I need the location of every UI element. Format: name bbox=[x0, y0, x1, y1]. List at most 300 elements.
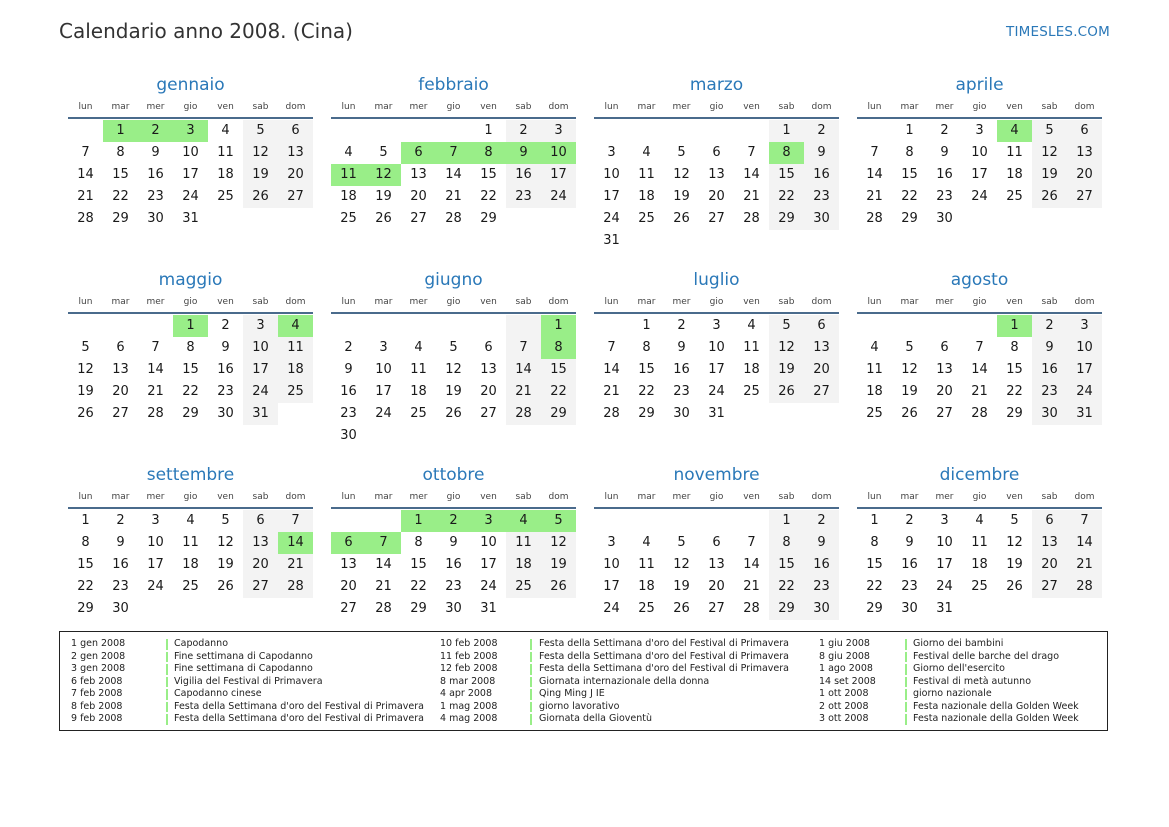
weekday-header bbox=[857, 100, 1102, 119]
day-cell: 31 bbox=[1067, 403, 1102, 425]
day-cell: 3 bbox=[607, 145, 616, 160]
day-grid bbox=[68, 510, 313, 620]
day-cell: 4 bbox=[747, 318, 756, 333]
day-cell: 22 bbox=[866, 579, 883, 594]
day-cell: 18 bbox=[866, 384, 883, 399]
day-cell: 18 bbox=[1006, 167, 1023, 182]
day-cell: 19 bbox=[375, 189, 392, 204]
holiday-day-cell: 14 bbox=[278, 532, 313, 554]
day-cell: 31 bbox=[480, 601, 497, 616]
day-cell: 29 bbox=[410, 601, 427, 616]
holiday-name: Capodanno bbox=[174, 638, 229, 649]
day-cell: 30 bbox=[217, 406, 234, 421]
day-cell: 21 bbox=[866, 189, 883, 204]
weekday-label: gio bbox=[446, 102, 461, 112]
weekday-label: gio bbox=[972, 102, 987, 112]
day-cell: 15 bbox=[112, 167, 129, 182]
day-cell: 1 bbox=[905, 123, 914, 138]
month-title: gennaio bbox=[156, 75, 225, 95]
day-cell: 23 bbox=[673, 384, 690, 399]
holiday-color-marker bbox=[530, 689, 532, 700]
day-cell: 28 bbox=[743, 601, 760, 616]
holiday-date: 10 feb 2008 bbox=[440, 638, 498, 649]
day-cell: 20 bbox=[480, 384, 497, 399]
empty-cell bbox=[366, 315, 401, 337]
day-cell: 21 bbox=[147, 384, 164, 399]
day-cell: 19 bbox=[77, 384, 94, 399]
weekday-header bbox=[68, 100, 313, 119]
month-title: febbraio bbox=[418, 75, 489, 95]
day-cell: 16 bbox=[936, 167, 953, 182]
day-cell: 21 bbox=[77, 189, 94, 204]
day-cell: 7 bbox=[1067, 510, 1102, 532]
day-grid bbox=[331, 315, 576, 447]
holiday-color-marker bbox=[166, 652, 168, 663]
empty-cell bbox=[436, 315, 471, 337]
day-cell: 21 bbox=[743, 189, 760, 204]
day-cell: 9 bbox=[449, 535, 458, 550]
holiday-color-marker bbox=[905, 639, 907, 650]
weekday-label: lun bbox=[78, 297, 93, 307]
day-cell: 1 bbox=[870, 513, 879, 528]
day-cell: 8 bbox=[870, 535, 879, 550]
weekday-label: sab bbox=[778, 297, 795, 307]
day-cell: 6 bbox=[1032, 510, 1067, 532]
day-cell: 13 bbox=[112, 362, 129, 377]
day-cell: 9 bbox=[677, 340, 686, 355]
day-cell: 10 bbox=[603, 557, 620, 572]
site-link[interactable]: TIMESLES.COM bbox=[1006, 24, 1110, 40]
holiday-date: 11 feb 2008 bbox=[440, 650, 498, 662]
day-cell: 20 bbox=[1032, 554, 1067, 576]
holiday-day-cell: 4 bbox=[506, 510, 541, 532]
day-cell: 11 bbox=[217, 145, 234, 160]
weekday-header bbox=[857, 490, 1102, 509]
day-cell: 22 bbox=[638, 384, 655, 399]
day-cell: 28 bbox=[971, 406, 988, 421]
weekday-label: mer bbox=[672, 102, 691, 112]
weekday-label: lun bbox=[78, 492, 93, 502]
weekday-label: mer bbox=[935, 492, 954, 502]
day-cell: 15 bbox=[77, 557, 94, 572]
day-cell: 25 bbox=[410, 406, 427, 421]
holiday-name: Capodanno cinese bbox=[174, 688, 262, 699]
day-cell: 9 bbox=[151, 145, 160, 160]
weekday-label: mar bbox=[374, 492, 393, 502]
day-cell: 29 bbox=[541, 403, 576, 425]
month-maggio bbox=[68, 265, 313, 443]
weekday-label: lun bbox=[604, 102, 619, 112]
day-cell: 9 bbox=[804, 532, 839, 554]
weekday-label: mar bbox=[900, 102, 919, 112]
day-cell: 9 bbox=[804, 142, 839, 164]
day-cell: 18 bbox=[638, 579, 655, 594]
weekday-label: sab bbox=[778, 102, 795, 112]
holiday-day-cell: 10 bbox=[541, 142, 576, 164]
day-cell: 31 bbox=[603, 233, 620, 248]
day-cell: 19 bbox=[673, 579, 690, 594]
day-cell: 2 bbox=[804, 510, 839, 532]
empty-cell bbox=[892, 315, 927, 337]
day-cell: 6 bbox=[116, 340, 125, 355]
holiday-date: 2 ott 2008 bbox=[819, 700, 869, 712]
day-cell: 22 bbox=[769, 576, 804, 598]
weekday-label: mer bbox=[935, 297, 954, 307]
day-cell: 18 bbox=[971, 557, 988, 572]
day-cell: 15 bbox=[182, 362, 199, 377]
day-cell: 30 bbox=[445, 601, 462, 616]
day-cell: 20 bbox=[708, 189, 725, 204]
empty-cell bbox=[366, 510, 401, 532]
weekday-label: ven bbox=[1006, 297, 1023, 307]
holiday-date: 3 ott 2008 bbox=[819, 713, 869, 724]
holiday-day-cell: 9 bbox=[506, 142, 541, 164]
day-cell: 21 bbox=[445, 189, 462, 204]
day-cell: 21 bbox=[278, 554, 313, 576]
day-cell: 14 bbox=[77, 167, 94, 182]
day-cell: 5 bbox=[1032, 120, 1067, 142]
day-cell: 16 bbox=[804, 554, 839, 576]
day-cell: 25 bbox=[340, 211, 357, 226]
day-cell: 19 bbox=[243, 164, 278, 186]
day-cell: 24 bbox=[708, 384, 725, 399]
holiday-date: 7 feb 2008 bbox=[71, 688, 123, 699]
weekday-header bbox=[594, 295, 839, 314]
holiday-name: Festa della Settimana d'oro del Festival di Primavera bbox=[174, 700, 424, 712]
day-cell: 5 bbox=[905, 340, 914, 355]
holiday-date: 1 ago 2008 bbox=[819, 663, 873, 674]
weekday-label: gio bbox=[709, 297, 724, 307]
day-cell: 18 bbox=[340, 189, 357, 204]
weekday-label: mer bbox=[146, 102, 165, 112]
day-cell: 14 bbox=[743, 557, 760, 572]
weekday-header bbox=[68, 490, 313, 509]
holiday-name: Fine settimana di Capodanno bbox=[174, 650, 313, 662]
holiday-day-cell: 12 bbox=[366, 164, 401, 186]
weekday-label: mar bbox=[374, 102, 393, 112]
day-cell: 27 bbox=[410, 211, 427, 226]
holiday-name: Festa della Settimana d'oro del Festival di Primavera bbox=[539, 638, 789, 649]
day-cell: 13 bbox=[804, 337, 839, 359]
day-cell: 18 bbox=[638, 189, 655, 204]
empty-cell bbox=[734, 120, 769, 142]
empty-cell bbox=[103, 315, 138, 337]
empty-cell bbox=[734, 510, 769, 532]
month-title: dicembre bbox=[939, 465, 1020, 485]
empty-cell bbox=[331, 120, 366, 142]
day-cell: 29 bbox=[866, 601, 883, 616]
day-grid bbox=[68, 120, 313, 230]
day-cell: 2 bbox=[506, 120, 541, 142]
month-title: aprile bbox=[955, 75, 1004, 95]
weekday-label: gio bbox=[709, 492, 724, 502]
day-cell: 11 bbox=[743, 340, 760, 355]
day-cell: 16 bbox=[112, 557, 129, 572]
weekday-label: dom bbox=[285, 492, 306, 502]
day-cell: 10 bbox=[936, 535, 953, 550]
holiday-name: Festa della Settimana d'oro del Festival di Primavera bbox=[539, 663, 789, 674]
holiday-name: Giornata internazionale della donna bbox=[539, 675, 710, 687]
day-cell: 26 bbox=[901, 406, 918, 421]
day-cell: 8 bbox=[81, 535, 90, 550]
day-cell: 29 bbox=[1006, 406, 1023, 421]
weekday-label: sab bbox=[778, 492, 795, 502]
day-cell: 22 bbox=[112, 189, 129, 204]
day-cell: 7 bbox=[747, 145, 756, 160]
day-grid bbox=[594, 120, 839, 252]
day-cell: 13 bbox=[278, 142, 313, 164]
day-cell: 11 bbox=[278, 337, 313, 359]
day-cell: 21 bbox=[603, 384, 620, 399]
day-cell: 15 bbox=[638, 362, 655, 377]
day-cell: 13 bbox=[410, 167, 427, 182]
day-cell: 22 bbox=[1006, 384, 1023, 399]
day-grid bbox=[331, 510, 576, 620]
weekday-label: dom bbox=[285, 102, 306, 112]
weekday-header bbox=[594, 490, 839, 509]
day-cell: 5 bbox=[677, 535, 686, 550]
day-grid bbox=[857, 510, 1102, 620]
day-cell: 26 bbox=[77, 406, 94, 421]
month-dicembre bbox=[857, 460, 1102, 638]
day-cell: 8 bbox=[769, 532, 804, 554]
day-cell: 17 bbox=[541, 164, 576, 186]
day-cell: 11 bbox=[638, 167, 655, 182]
weekday-label: mer bbox=[409, 102, 428, 112]
day-cell: 25 bbox=[506, 576, 541, 598]
day-cell: 26 bbox=[375, 211, 392, 226]
day-cell: 16 bbox=[445, 557, 462, 572]
day-cell: 20 bbox=[112, 384, 129, 399]
day-cell: 11 bbox=[182, 535, 199, 550]
day-cell: 14 bbox=[866, 167, 883, 182]
day-cell: 23 bbox=[804, 576, 839, 598]
calendar-grid bbox=[68, 70, 1104, 638]
day-cell: 26 bbox=[243, 186, 278, 208]
holiday-name: Festa della Settimana d'oro del Festival di Primavera bbox=[539, 650, 789, 662]
holiday-name: Fine settimana di Capodanno bbox=[174, 663, 313, 674]
day-cell: 14 bbox=[506, 359, 541, 381]
day-cell: 30 bbox=[1032, 403, 1067, 425]
weekday-label: lun bbox=[867, 492, 882, 502]
day-cell: 25 bbox=[638, 211, 655, 226]
empty-cell bbox=[664, 510, 699, 532]
day-cell: 8 bbox=[414, 535, 423, 550]
day-cell: 12 bbox=[217, 535, 234, 550]
day-cell: 17 bbox=[147, 557, 164, 572]
day-cell: 19 bbox=[673, 189, 690, 204]
holiday-color-marker bbox=[905, 702, 907, 713]
weekday-label: sab bbox=[1041, 492, 1058, 502]
day-cell: 2 bbox=[804, 120, 839, 142]
day-cell: 10 bbox=[971, 145, 988, 160]
day-cell: 30 bbox=[804, 598, 839, 620]
holiday-color-marker bbox=[905, 689, 907, 700]
day-cell: 7 bbox=[975, 340, 984, 355]
day-cell: 22 bbox=[769, 186, 804, 208]
weekday-label: sab bbox=[252, 297, 269, 307]
day-cell: 15 bbox=[410, 557, 427, 572]
day-cell: 28 bbox=[506, 403, 541, 425]
day-cell: 13 bbox=[708, 167, 725, 182]
day-cell: 18 bbox=[743, 362, 760, 377]
day-cell: 25 bbox=[278, 381, 313, 403]
weekday-label: mar bbox=[111, 102, 130, 112]
month-ottobre bbox=[331, 460, 576, 638]
day-cell: 28 bbox=[278, 576, 313, 598]
day-cell: 7 bbox=[151, 340, 160, 355]
holiday-color-marker bbox=[530, 702, 532, 713]
day-cell: 31 bbox=[936, 601, 953, 616]
holiday-name: Festa nazionale della Golden Week bbox=[913, 713, 1079, 724]
weekday-label: mar bbox=[111, 492, 130, 502]
day-cell: 5 bbox=[379, 145, 388, 160]
day-cell: 4 bbox=[221, 123, 230, 138]
weekday-header bbox=[594, 100, 839, 119]
day-cell: 28 bbox=[743, 211, 760, 226]
empty-cell bbox=[68, 120, 103, 142]
day-cell: 16 bbox=[804, 164, 839, 186]
day-cell: 3 bbox=[151, 513, 160, 528]
day-cell: 27 bbox=[278, 186, 313, 208]
month-novembre bbox=[594, 460, 839, 638]
weekday-label: gio bbox=[183, 492, 198, 502]
day-cell: 27 bbox=[243, 576, 278, 598]
weekday-label: sab bbox=[252, 492, 269, 502]
day-cell: 12 bbox=[673, 167, 690, 182]
day-grid bbox=[331, 120, 576, 230]
day-cell: 4 bbox=[975, 513, 984, 528]
day-cell: 2 bbox=[677, 318, 686, 333]
holiday-day-cell: 3 bbox=[471, 510, 506, 532]
holiday-date: 1 ott 2008 bbox=[819, 688, 869, 699]
day-cell: 30 bbox=[340, 428, 357, 443]
holiday-day-cell: 3 bbox=[173, 120, 208, 142]
day-cell: 19 bbox=[1032, 164, 1067, 186]
day-cell: 21 bbox=[375, 579, 392, 594]
day-cell: 3 bbox=[243, 315, 278, 337]
day-cell: 17 bbox=[603, 189, 620, 204]
day-cell: 11 bbox=[971, 535, 988, 550]
weekday-label: sab bbox=[515, 297, 532, 307]
day-cell: 27 bbox=[936, 406, 953, 421]
day-cell: 19 bbox=[445, 384, 462, 399]
day-cell: 20 bbox=[278, 164, 313, 186]
holiday-color-marker bbox=[530, 639, 532, 650]
month-title: settembre bbox=[146, 465, 235, 485]
day-cell: 25 bbox=[182, 579, 199, 594]
day-cell: 13 bbox=[1067, 142, 1102, 164]
day-cell: 16 bbox=[147, 167, 164, 182]
day-cell: 15 bbox=[480, 167, 497, 182]
holiday-date: 12 feb 2008 bbox=[440, 663, 498, 674]
page-title: Calendario anno 2008. (Cina) bbox=[59, 19, 353, 43]
day-cell: 20 bbox=[804, 359, 839, 381]
day-cell: 15 bbox=[866, 557, 883, 572]
holiday-name: Festival delle barche del drago bbox=[913, 650, 1060, 662]
day-cell: 18 bbox=[278, 359, 313, 381]
day-cell: 12 bbox=[1032, 142, 1067, 164]
day-cell: 4 bbox=[186, 513, 195, 528]
holiday-day-cell: 7 bbox=[366, 532, 401, 554]
weekday-label: dom bbox=[811, 102, 832, 112]
weekday-header bbox=[331, 490, 576, 509]
weekday-label: mer bbox=[146, 492, 165, 502]
weekday-label: ven bbox=[217, 297, 234, 307]
weekday-header bbox=[857, 295, 1102, 314]
day-cell: 26 bbox=[1032, 186, 1067, 208]
day-cell: 28 bbox=[603, 406, 620, 421]
day-cell: 6 bbox=[484, 340, 493, 355]
weekday-label: lun bbox=[78, 102, 93, 112]
month-title: luglio bbox=[693, 270, 740, 290]
holiday-name: Vigilia del Festival di Primavera bbox=[174, 675, 323, 687]
day-cell: 11 bbox=[506, 532, 541, 554]
holiday-name: giorno nazionale bbox=[913, 688, 992, 699]
day-cell: 25 bbox=[638, 601, 655, 616]
month-settembre bbox=[68, 460, 313, 638]
empty-cell bbox=[629, 510, 664, 532]
day-cell: 28 bbox=[77, 211, 94, 226]
day-cell: 19 bbox=[901, 384, 918, 399]
day-cell: 29 bbox=[77, 601, 94, 616]
weekday-label: lun bbox=[341, 492, 356, 502]
day-cell: 24 bbox=[971, 189, 988, 204]
day-cell: 17 bbox=[603, 579, 620, 594]
holiday-date: 2 gen 2008 bbox=[71, 650, 126, 662]
day-cell: 12 bbox=[769, 337, 804, 359]
day-cell: 1 bbox=[769, 120, 804, 142]
day-grid bbox=[594, 315, 839, 425]
day-cell: 20 bbox=[243, 554, 278, 576]
day-cell: 16 bbox=[901, 557, 918, 572]
day-cell: 29 bbox=[638, 406, 655, 421]
day-cell: 24 bbox=[375, 406, 392, 421]
holiday-date: 8 mar 2008 bbox=[440, 675, 496, 687]
weekday-label: lun bbox=[867, 102, 882, 112]
empty-cell bbox=[436, 120, 471, 142]
month-giugno bbox=[331, 265, 576, 443]
day-cell: 22 bbox=[77, 579, 94, 594]
holiday-date: 1 gen 2008 bbox=[71, 638, 126, 649]
day-cell: 4 bbox=[414, 340, 423, 355]
holiday-day-cell: 8 bbox=[471, 142, 506, 164]
empty-cell bbox=[857, 315, 892, 337]
holiday-day-cell: 1 bbox=[173, 315, 208, 337]
weekday-label: ven bbox=[743, 102, 760, 112]
holiday-color-marker bbox=[530, 714, 532, 725]
holiday-day-cell: 6 bbox=[331, 532, 366, 554]
holiday-day-cell: 2 bbox=[436, 510, 471, 532]
day-grid bbox=[857, 120, 1102, 230]
day-cell: 15 bbox=[541, 359, 576, 381]
holiday-day-cell: 1 bbox=[997, 315, 1032, 337]
holiday-date: 6 feb 2008 bbox=[71, 675, 123, 687]
day-cell: 11 bbox=[410, 362, 427, 377]
day-cell: 15 bbox=[769, 554, 804, 576]
holiday-color-marker bbox=[166, 714, 168, 725]
day-cell: 2 bbox=[116, 513, 125, 528]
day-cell: 17 bbox=[480, 557, 497, 572]
day-cell: 11 bbox=[638, 557, 655, 572]
weekday-label: dom bbox=[548, 492, 569, 502]
day-grid bbox=[68, 315, 313, 425]
day-cell: 22 bbox=[182, 384, 199, 399]
day-cell: 3 bbox=[607, 535, 616, 550]
day-cell: 27 bbox=[804, 381, 839, 403]
empty-cell bbox=[594, 315, 629, 337]
weekday-header bbox=[68, 295, 313, 314]
